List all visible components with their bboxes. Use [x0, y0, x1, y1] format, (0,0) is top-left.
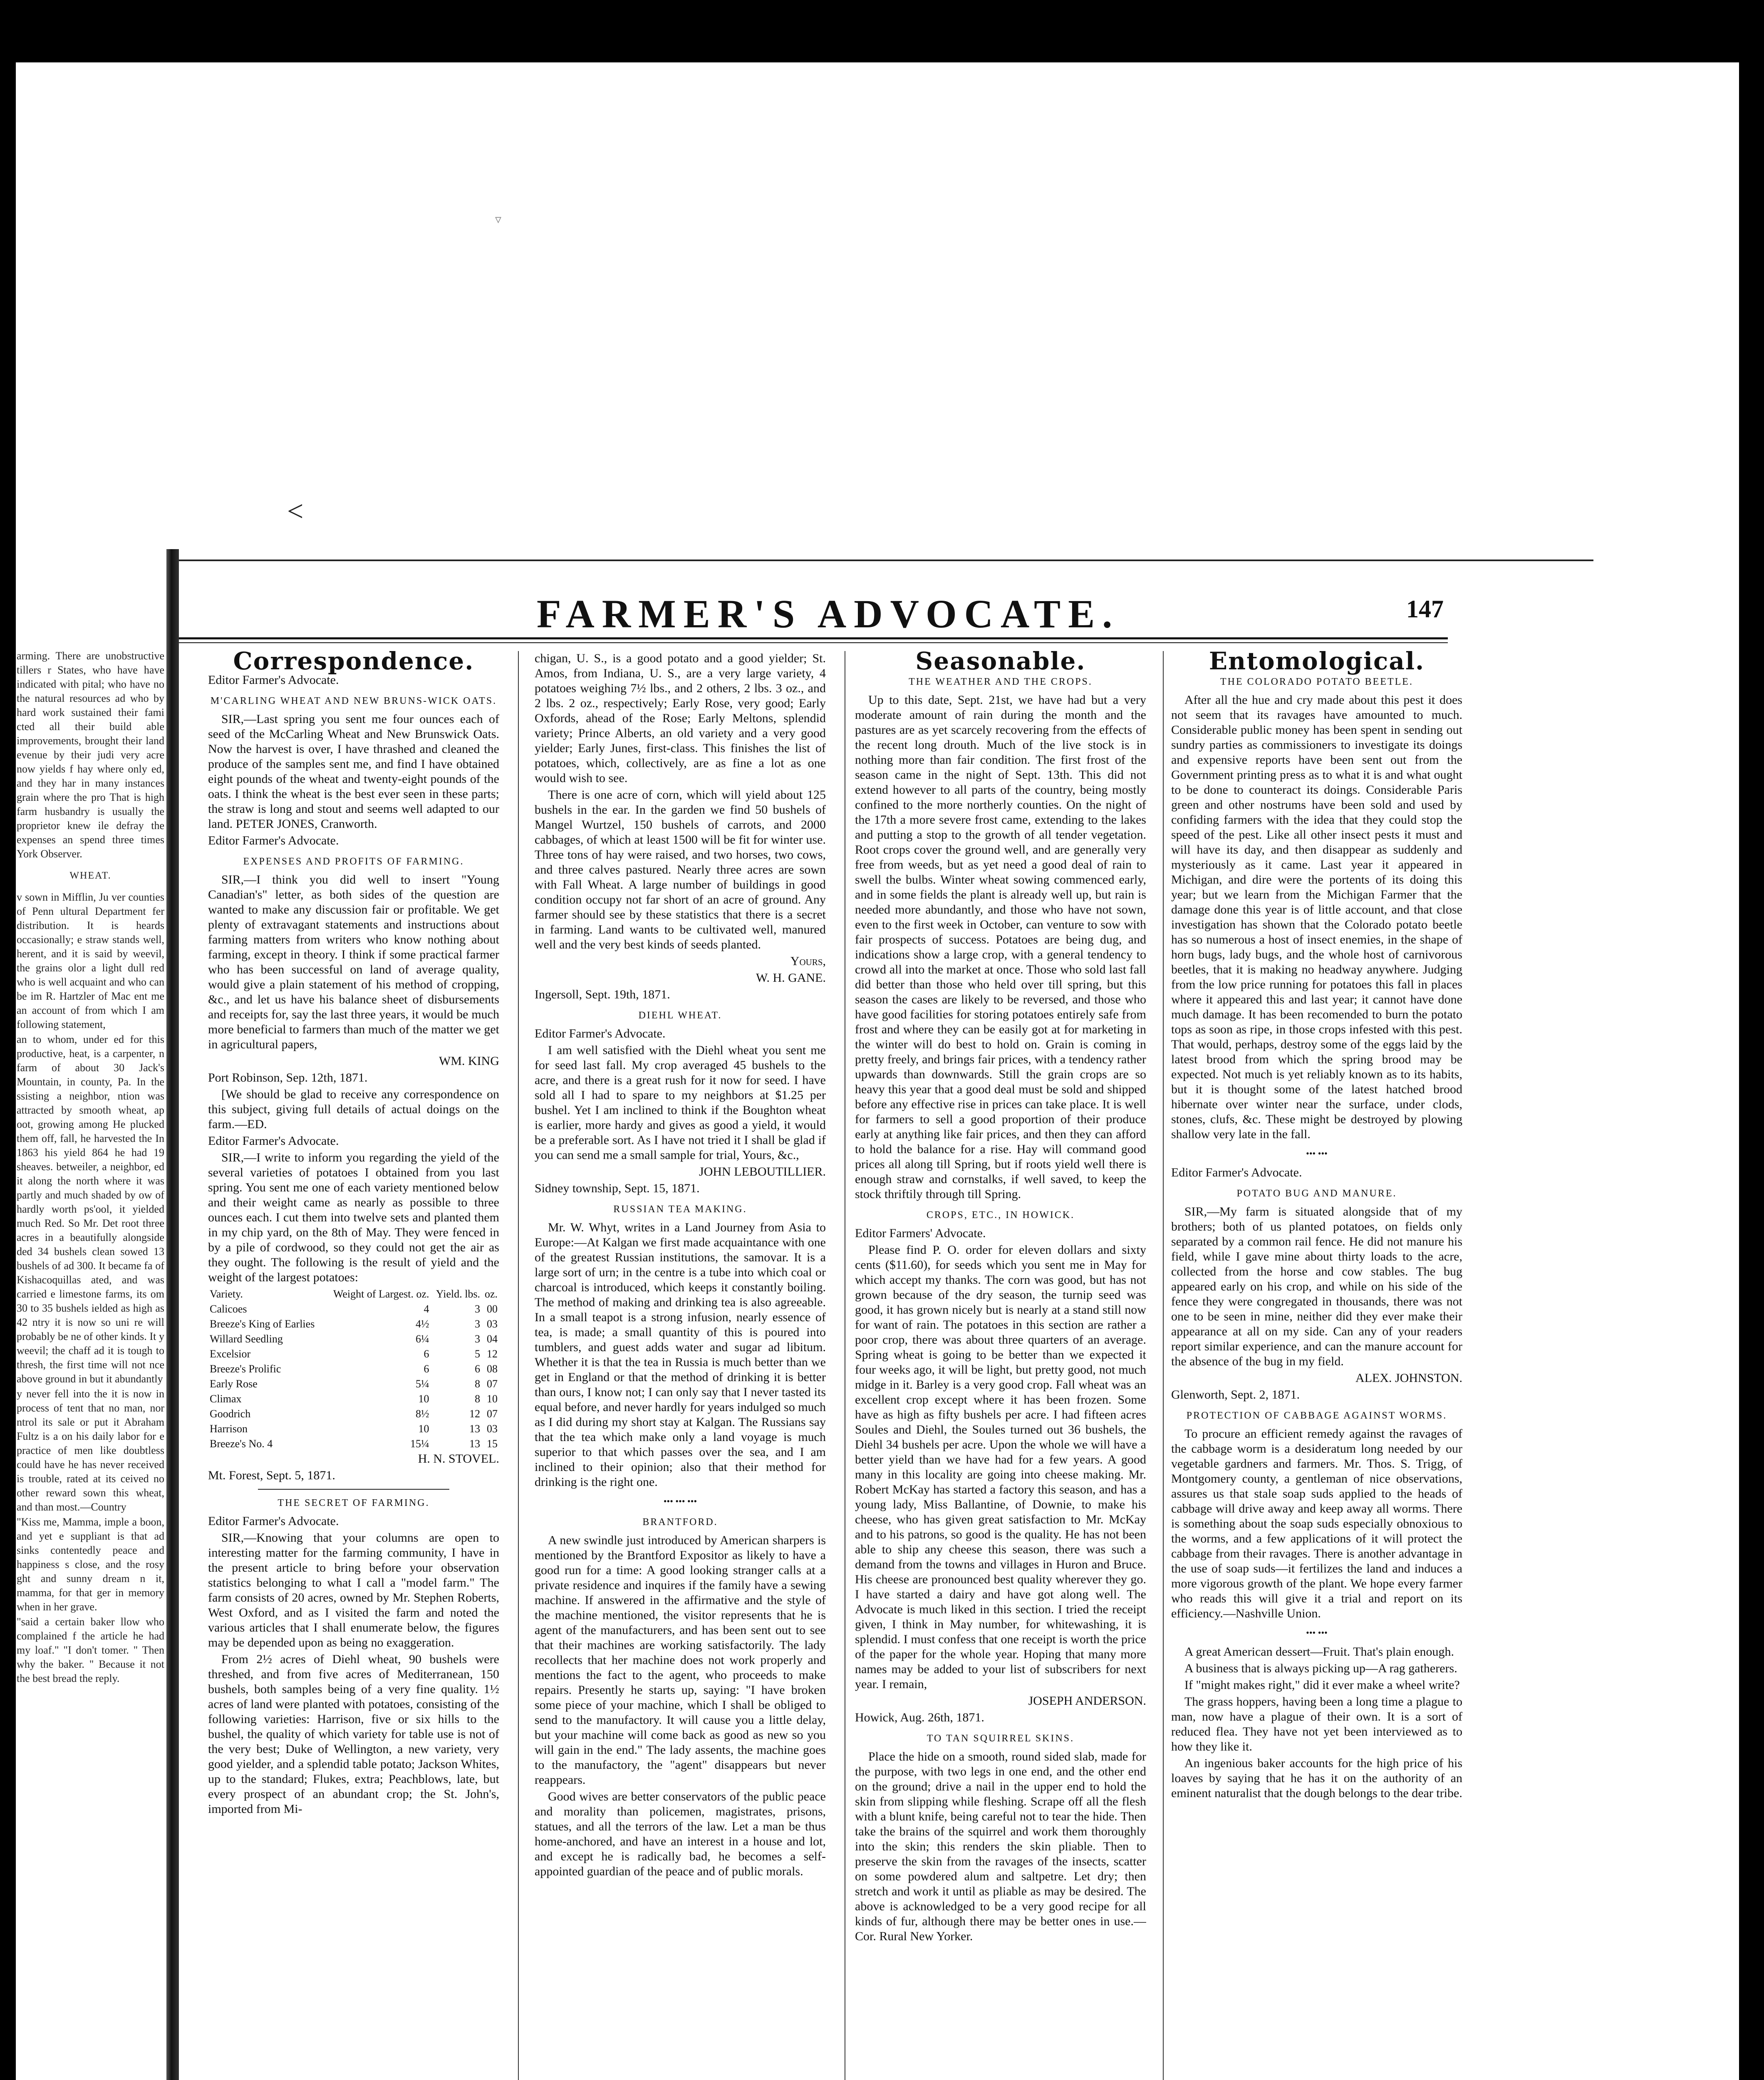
article-paragraph: Good wives are better conservators of the public peace and morality than policemen, magistrates, prisons, statues, and all the terrors of the law. Let a man be thus home-anchored, and have an interest in a house and lot, and except he is radically bad, he becomes a self-appointed guardian of the peace and of public morals. [535, 1790, 826, 1878]
article-paragraph: Up to this date, Sept. 21st, we have had but a very moderate amount of rain during the month and the pastures are as yet scarcely recovering from the effects of the recent long drouth. Much of the live stock is in nothing more than fair condition. The first frost of the season came in the night of Sept. 13th. This did not extend however to all parts of the country, being mostly confined to the more northerly counties. On the night of the 17th a more severe frost came, extending to the lakes and putting a stop to the growth of all tender vegetation. Root crops cover the ground well, and are generally very free from weeds, but as yet need a good deal of rain to swell the bulbs. Winter wheat sowing commenced early, and in some fields the plant is already well up, but rain is needed more abundantly, and those who have not sown, even to the first week in October, can venture to sow with fair prospects of success. Potatoes are being dug, and indications show a large crop, with a general tendency to crowd all into the market at once. Those who sold last fall did better than those who held over till spring, but this season the cases are likely to be reversed, and those who have good facilities for storing potatoes entirely safe from frost and where they can be easily got at for marketing in the winter will do best to hold on. Grain is coming in pretty freely, and brings fair prices, with a tendency rather upwards than downwards. Still the grain crops are so heavy this year that a good deal must be sold and shipped before any effective rise in prices can take place. It is well for farmers to sell a good proportion of their produce early at anything like fair prices, and then they can afford to hold the balance for a rise. Hay will command good prices all along till Spring, but if roots yield well there is enough straw and cornstalks, if well saved, to keep the stock thriftily through till Spring. [855, 693, 1146, 1201]
article-subheading: BRANTFORD. [642, 1517, 718, 1528]
table-cell: 8 [475, 1378, 481, 1390]
fragment-subheading: WHEAT. [69, 870, 111, 881]
table-cell: Early Rose [210, 1378, 258, 1390]
column-entomological [1171, 651, 1462, 2080]
fragment-paragraph: v sown in Mifflin, Ju ver counties of Penn ultural Department fer distribution. It is heards occasionally; e straw stands well, herent, and it is said by weevil, the grains olor a light dull red who is well acquaint and who can be im R. Hartzler of Mac ent me an account of from which I am following statement, [17, 891, 164, 1030]
table-cell: 15¼ [410, 1438, 429, 1450]
article-subheading: THE WEATHER AND THE CROPS. [909, 676, 1093, 687]
page-top-edge [179, 560, 1593, 561]
article-subheading: DIEHL WHEAT. [638, 1010, 722, 1021]
table-row [208, 1302, 499, 1317]
article-line: Glenworth, Sept. 2, 1871. [1171, 1388, 1300, 1402]
masthead [179, 591, 1593, 641]
table-cell: 10 [487, 1393, 498, 1405]
article-paragraph: A business that is always picking up—A rag gatherers. [1184, 1662, 1457, 1675]
article-line: Editor Farmers' Advocate. [855, 1226, 986, 1240]
article-paragraph: Mr. W. Whyt, writes in a Land Journey from Asia to Europe:—At Kalgan we first made acquaintance with one of the greatest Russian institutions, the samovar. It is a large sort of urn; in the centre is a tube into which coal or charcoal is introduced, which keeps it constantly boiling. The method of making and drinking tea is also agreeable. In a small teapot is a strong infusion, nearly essence of tea, is made; a small quantity of this is poured into tumblers, and guest adds water and sugar ad libitum. Whether it is that the tea in Russia is much better than we get in England or that the method of drinking it is better than ours, I know not; I can only say that I never tasted its equal before, and never hardly for years indulged so much as I did during my short stay at Kalgan. The Russians say that the tea which make only a land voyage is much superior to that which passes over the sea, and I am inclined to their opinion; also that their method for drinking is the right one. [535, 1221, 826, 1489]
table-cell: 10 [418, 1423, 429, 1435]
table-header-cell: oz. [484, 1288, 498, 1300]
article-line: chigan, U. S., is a good potato and a good yielder; St. Amos, from Indiana, U. S., are a very large variety, 4 potatoes weighing 7½ lbs., and 2 others, 2 lbs. 3 oz., and 2 lbs. 2 oz., respectively; Early Rose, very good; Early Oxfords, ahead of the Rose; Early Meltons, splendid variety; Prince Alberts, an old variety and a very good yielder; Early Junes, first-class. This finishes the list of potatoes, which, collectively, are as fine a lot as one would wish to see. [535, 651, 826, 785]
article-paragraph: If "might makes right," did it ever make a wheel write? [1184, 1678, 1460, 1692]
table-cell: Harrison [210, 1423, 248, 1435]
table-cell: 6 [424, 1363, 429, 1375]
article-paragraph: To procure an efficient remedy against the ravages of the cabbage worm is a desideratum long needed by our vegetable gardners and farmers. Mr. Thos. S. Trigg, of Montgomery county, a gentleman of nice observations, assures us that stale soap suds applied to the heads of cabbage will drive away and keep away all worms. There is something about the soap suds especially obnoxious to the worms, and a few applications of it will protect the cabbage from their ravages. There is another advantage in the use of soap suds—it fertilizes the land and induces a more vigorous growth of the plant. We hope every farmer who reads this will give it a trial and report on its efficiency.—Nashville Union. [1171, 1427, 1462, 1620]
column-heading-correspondence: Correspondence. [233, 651, 474, 675]
newspaper-title: FARMER'S ADVOCATE. [537, 592, 1120, 636]
article-signature: JOSEPH ANDERSON. [1028, 1694, 1146, 1708]
article-line: Editor Farmer's Advocate. [535, 1027, 666, 1040]
column-heading-seasonable: Seasonable. [915, 651, 1086, 675]
article-subheading: THE SECRET OF FARMING. [277, 1498, 430, 1508]
article-subheading: PROTECTION OF CABBAGE AGAINST WORMS. [1186, 1410, 1447, 1421]
table-header-row [208, 1287, 499, 1302]
masthead-rule [179, 637, 1448, 639]
fragment-paragraph: "said a certain baker llow who complained f the article he had my loaf." "I don't tomer. " Then why the baker. " Because it not the best bread the reply. [17, 1616, 164, 1684]
table-cell: 8 [475, 1393, 481, 1405]
table-header-cell: Variety. [210, 1288, 243, 1300]
article-signature: W. H. GANE. [756, 971, 826, 985]
article-subheading: RUSSIAN TEA MAKING. [613, 1204, 747, 1215]
article-paragraph: After all the hue and cry made about this pest it does not seem that its ravages have amounted to much. Considerable public money has been spent in sending out sundry parties as commissioners to investigate its doings and expensive reports have been sent out from the Government printing press as to what it is and what ought to be done to counteract its doings. Considerable Paris green and other nostrums have been sold and used by confiding farmers with the idea that they could stop the speed of the pest. Like all other insect pests it must and will have its day, and then disappear as suddenly and mysteriously as it came. Last year it appeared in Michigan, and dire were the portents of its doing this year; but we learn from the Michigan Farmer that the damage done this year is of little account, and that close investigation has shown that the Colorado potato beetle has so numerous a host of insect enemies, in the shape of horn bugs, lady bugs, and the whole host of carnivorous beetles, that it is making no headway anywhere. Judging from the low price running for potatoes this fall in places where it appeared this and last year; it cannot have done much damage. It has been recomended to burn the potato tops as soon as ripe, in those crops infested with this pest. That would, perhaps, destroy some of the eggs laid by the latest brood from which the spring brood may be expected. Not much is yet reliably known as to its habits, but it is thought some of the latest hatched brood hibernate over winter near the surface, under clods, stones, clufs, &c. These might be destroyed by plowing shallow very late in the fall. [1171, 693, 1462, 1141]
article-signature: ALEX. JOHNSTON. [1355, 1371, 1462, 1385]
table-cell: 07 [487, 1378, 498, 1390]
table-cell: 00 [487, 1303, 498, 1315]
article-line: Port Robinson, Sep. 12th, 1871. [208, 1071, 368, 1085]
article-line: Ingersoll, Sept. 19th, 1871. [535, 988, 670, 1001]
table-cell: Goodrich [210, 1408, 251, 1420]
table-cell: 03 [487, 1423, 498, 1435]
table-cell: 12 [487, 1348, 498, 1360]
margin-mark: < [287, 495, 304, 527]
article-line: Mt. Forest, Sept. 5, 1871. [208, 1468, 335, 1482]
scan-border-right [1739, 0, 1764, 2080]
table-cell: 15 [487, 1438, 498, 1450]
table-cell: 13 [469, 1423, 481, 1435]
section-rule [258, 1489, 449, 1490]
column-divider [1163, 651, 1164, 2080]
article-subheading: TO TAN SQUIRREL SKINS. [927, 1733, 1075, 1744]
article-signature: JOHN LEBOUTILLIER. [699, 1165, 826, 1179]
table-cell: 8½ [416, 1408, 429, 1420]
article-paragraph: From 2½ acres of Diehl wheat, 90 bushels were threshed, and from five acres of Mediterranean, 150 bushels, both samples being of a very fine quality. 1½ acres of land were planted with potatoes, consisting of the following varieties: Harrison, five or six hills to the bushel, the quality of which variety for table use is not of the very best; Duke of Wellington, a new variety, very good yielder, and a splendid table potato; Jackson Whites, up to the standard; Flukes, extra; Peachblows, late, but every prospect of an abundant crop; the St. John's, imported from Mi- [208, 1652, 499, 1816]
article-paragraph: An ingenious baker accounts for the high price of his loaves by saying that he has it on the authority of an eminent naturalist that the dough belongs to the dear tribe. [1171, 1756, 1462, 1800]
scan-border-top [0, 0, 1764, 62]
table-row [208, 1347, 499, 1362]
page-number: 147 [1406, 595, 1444, 623]
table-cell: 07 [487, 1408, 498, 1420]
table-row [208, 1436, 499, 1451]
article-subheading: THE COLORADO POTATO BEETLE. [1220, 676, 1413, 687]
ornament-divider: ••• ••• [1306, 1148, 1328, 1159]
article-line: Editor Farmer's Advocate. [208, 1134, 339, 1148]
ornament-divider: ••• ••• ••• [663, 1496, 697, 1506]
table-cell: 6 [475, 1363, 481, 1375]
article-paragraph: There is one acre of corn, which will yield about 125 bushels in the ear. In the garden we find 50 bushels of Mangel Wurtzel, 150 bushels of carrots, and 2000 cabbages, of which at least 1500 will be fit for winter use. Three tons of hay were raised, and two horses, two cows, and three calves pastured. Nearly three acres are sown with Fall Wheat. A large number of buildings in good condition occupy not far short of an acre of ground. Any farmer should see by these statistics that there is a secret in farming. Land wants to be cultivated well, manured well and the very best kinds of seeds planted. [535, 788, 826, 951]
table-cell: 3 [475, 1303, 481, 1315]
article-line: Howick, Aug. 26th, 1871. [855, 1711, 984, 1724]
article-line: Editor Farmer's Advocate. [208, 1514, 339, 1528]
table-cell: Calicoes [210, 1303, 247, 1315]
masthead-rule-thin [179, 642, 1448, 643]
scan-speck: ▿ [495, 213, 502, 226]
table-cell: 5 [475, 1348, 481, 1360]
article-paragraph: SIR,—Last spring you sent me four ounces each of seed of the McCarling Wheat and New Brunswick Oats. Now the harvest is over, I have thrashed and cleaned the produce of the samples sent me, and find I have obtained eight pounds of the wheat and twenty-eight pounds of the oats. I think the wheat is the best ever seen in these parts; the straw is long and stout and seems well adapted to our land. PETER JONES, Cranworth. [208, 712, 499, 831]
article-line: Editor Farmer's Advocate. [208, 673, 339, 687]
table-row [208, 1362, 499, 1377]
table-row [208, 1392, 499, 1406]
table-cell: Breeze's No. 4 [210, 1438, 273, 1450]
article-paragraph: SIR,—I write to inform you regarding the yield of the several varieties of potatoes I obtained from you last spring. You sent me one of each variety mentioned below and their weight came as nearly as possible to three ounces each. I cut them into twelve sets and planted them in my chip yard, on the 8th of May. They were fenced in by a pile of cordwood, so they could not get the air as they ought. The following is the result of yield and the weight of the largest potatoes: [208, 1151, 499, 1284]
article-subheading: M'CARLING WHEAT AND NEW BRUNS-WICK OATS. [210, 696, 497, 706]
table-row [208, 1332, 499, 1347]
table-cell: 04 [487, 1333, 498, 1345]
fragment-paragraph: arming. There are unobstructive tillers r States, who have have indicated with pital; who have no the natural resources ad who by hard work sustained their fami cted all their build able improvements, brought their land evenue by their judi very acre now yields f hay where only ed, and they har in many instances grain where the pro That is high farm husbandry is usually the proprietor knew ile defray the expenses an spend three times York Observer. [17, 650, 164, 860]
table-cell: Excelsior [210, 1348, 251, 1360]
article-paragraph: [We should be glad to receive any correspondence on this subject, giving full details of actual doings on the farm.—ED. [208, 1087, 499, 1131]
article-paragraph: I am well satisfied with the Diehl wheat you sent me for seed last fall. My crop averaged 45 bushels to the acre, and there is a great rush for it now for seed. I have sold all I had to spare to my neighbors at $1.25 per bushel. Yet I am inclined to think if the Boughton wheat is earlier, more hardy and gives as good a yield, it would be a preferable sort. As I have not tried it I shall be glad if you can send me a small sample for trial, Yours, &c., [535, 1043, 826, 1162]
article-subheading: CROPS, ETC., IN HOWICK. [926, 1210, 1075, 1221]
article-paragraph: SIR,—My farm is situated alongside that of my brothers; both of us planted potatoes, on fields only separated by a common rail fence. He did not manure his field, while I gave mine about thirty loads to the acre, collected from the horse and cow stables. The bug appeared early on his crop, and while on his side of the fence they were congregated in thousands, there was not one to be seen in mine, neither did they ever make their appearance at all on my side. Can any of your readers report similar experience, and can the manure account for the absence of the bug in my field. [1171, 1205, 1462, 1368]
fragment-paragraph: y never fell into the it is now in process of tent that no man, nor ntrol its sale or put it Abraham Fultz is a on his daily labor for e practice of men like doubtless could have he has never received is trouble, rated at its ceived no other reward sown this wheat, and than most.—Country [17, 1388, 164, 1513]
table-header-cell: Yield. lbs. [436, 1288, 481, 1300]
potato-yield-table [208, 1287, 499, 1451]
table-cell: Breeze's King of Earlies [210, 1318, 315, 1330]
table-cell: 4 [424, 1303, 429, 1315]
table-cell: 10 [418, 1393, 429, 1405]
fragment-paragraph: an to whom, under ed for this productive, heat, is a carpenter, n farm of about 30 Jack's Mountain, in county, Pa. In the ssisting a neighbor, ntion was attracted by smooth wheat, ap oot, growing among He plucked them off, fall, he harvested the In 1863 his yield 864 he had 19 sheaves. betweiler, a neighbor, ed it along the north where it was partly and much shaded by ow of hardly worth ps'ool, it yielded much Red. So Mr. Det root three acres in a beautifully alongside ded 34 bushels clean sowed 13 bushels of ad 300. It became fa of Kishacoquillas ated, and was carried e limestone farms, its om 30 to 35 bushels ielded as high as 42 ntry it is now so uni re will probably be ne of other kinds. It y weevil; the chaff ad it is tough to thresh, the first time will not nce above ground in but it abundantly [17, 1033, 164, 1385]
table-cell: 08 [487, 1363, 498, 1375]
ornament-divider: ••• ••• [1306, 1627, 1328, 1638]
article-paragraph: A great American dessert—Fruit. That's plain enough. [1184, 1645, 1454, 1659]
column-middle [535, 651, 826, 2080]
table-cell: 3 [475, 1333, 481, 1345]
table-cell: 13 [469, 1438, 481, 1450]
table-cell: 3 [475, 1318, 481, 1330]
column-correspondence [208, 651, 499, 2080]
article-paragraph: SIR,—Knowing that your columns are open to interesting matter for the farming community, I have in the present article to bring before your observation statistics belonging to what I call a "model farm." The farm consists of 20 acres, owned by Mr. Stephen Roberts, West Oxford, and as I visited the farm and noted the various articles that I shall enumerate below, the figures may be depended upon as being no exaggeration. [208, 1531, 499, 1649]
previous-page-fragment [17, 649, 164, 2080]
article-signature: WM. KING [439, 1054, 499, 1068]
table-cell: Breeze's Prolific [210, 1363, 281, 1375]
column-divider [518, 651, 519, 2080]
article-signature: Yours, [790, 954, 826, 968]
table-row [208, 1406, 499, 1421]
article-paragraph: A new swindle just introduced by American sharpers is mentioned by the Brantford Expositor as likely to have a good run for a time: A good looking stranger calls at a private residence and inquires if the family have a sewing machine. If answered in the affirmative and the style of the machine mentioned, the visitor represents that he is agent of the manufacturers, and has been sent out to see that their machines are working satisfactorily. The lady recollects that her machine does not work properly and mentions the fact to the agent, who proceeds to make repairs. Presently he starts up, saying: "I have broken some piece of your machine, which I shall be obliged to send to the manufactory. It will cause you a little delay, but your machine will come back as good as new so you will gain in the end." The lady assents, the machine goes to the manufactory, the "agent" disappears but never reappears. [535, 1533, 826, 1787]
table-cell: Willard Seedling [210, 1333, 283, 1345]
article-subheading: POTATO BUG AND MANURE. [1236, 1188, 1397, 1199]
table-cell: 12 [469, 1408, 481, 1420]
table-cell: 6 [424, 1348, 429, 1360]
article-paragraph: Place the hide on a smooth, round sided slab, made for the purpose, with two legs in one end, and the other end on the ground; drive a nail in the upper end to hold the skin from slipping while fleshing. Scrape off all the flesh with a blunt knife, being careful not to tear the hide. Then take the brains of the squirrel and work them thoroughly into the skin; this renders the skin pliable. Then to preserve the skin from the ravages of the insects, scatter on some powdered alum and saltpetre. Let dry; then stretch and work it until as pliable as may be desired. The above is acknowledged to be a very good recipe for all kinds of fur, although there may be better ones in use.—Cor. Rural New Yorker. [855, 1750, 1146, 1943]
article-signature: H. N. STOVEL. [418, 1452, 499, 1466]
article-line: Sidney township, Sept. 15, 1871. [535, 1181, 700, 1195]
table-cell: 4½ [416, 1318, 429, 1330]
article-paragraph: The grass hoppers, having been a long time a plague to man, now have a plague of their own. It is a sort of reduced flea. They have not yet been interviewed as to how they like it. [1171, 1695, 1462, 1753]
article-line: Editor Farmer's Advocate. [1171, 1166, 1302, 1179]
book-gutter [166, 549, 179, 2080]
article-paragraph: Please find P. O. order for eleven dollars and sixty cents ($11.60), for seeds which you sent me in May for which accept my thanks. The corn was good, but has not grown because of the dry season, the turnip seed was good, it has grown nicely but is nearly at a stand still now for want of rain. The potatoes in this section are rather a poor crop, there was about three quarters of an average. Spring wheat is going to be better than we expected it four weeks ago, it will be light, but pretty good, not much midge in it. Barley is a very good crop. Fall wheat was an excellent crop except where it has been frozen. Some have as high as fifty bushels per acre. I had fifteen acres Soules and Diehl, the Soules turned out 36 bushels, the Diehl 34 bushels per acre. Upon the whole we will have a better yield than we have had for a few years. A good many in this locality are going into cheese making. Mr. Robert McKay has started a factory this season, and has a young lady, Miss Ballantine, of Downie, to make his cheese, who has given great satisfaction to Mr. McKay and to his patrons, so good is the quality. He has not been able to ship any cheese this season, there was such a demand from the towns and villages in Huron and Bruce. His cheese are pronounced best quality wherever they go. I have started a dairy and have got along well. The Advocate is much liked in this section. I tried the receipt given, I think in May number, for whitewashing, it is splendid. I must confess that one receipt is worth the price of the paper for the whole year. Hoping that many more names may be added to your list of subscribers for next year. I remain, [855, 1243, 1146, 1691]
column-heading-entomological: Entomological. [1209, 651, 1425, 675]
table-cell: Climax [210, 1393, 242, 1405]
table-cell: 5¼ [416, 1378, 429, 1390]
table-row [208, 1317, 499, 1332]
table-cell: 03 [487, 1318, 498, 1330]
scan-border-left [0, 0, 16, 2080]
table-cell: 6¼ [416, 1333, 429, 1345]
article-subheading: EXPENSES AND PROFITS OF FARMING. [243, 856, 464, 867]
table-row [208, 1421, 499, 1436]
fragment-paragraph: "Kiss me, Mamma, imple a boon, and yet e suppliant is that ad sinks contentedly peace and happiness s close, and the rosy ght and sunny dream n it, mamma, for that ger in memory when in her grave. [17, 1516, 164, 1613]
article-line: Editor Farmer's Advocate. [208, 834, 339, 847]
table-header-cell: Weight of Largest. oz. [333, 1288, 429, 1300]
article-paragraph: SIR,—I think you did well to insert "Young Canadian's" letter, as both sides of the question are wanted to make any discussion fair or profitable. We get plenty of extravagant statements and instructions about farming matters from writers who know nothing about farming, except in theory. I think if some practical farmer who has been successful on land of average quality, would give a plain statement of his method of cropping, &c., and let us have his balance sheet of disbursements and receipts for, say the last three years, it would be much more beneficial to farmers than much of the matter we get in agricultural papers, [208, 873, 499, 1051]
column-seasonable [855, 651, 1146, 2080]
table-row [208, 1377, 499, 1392]
